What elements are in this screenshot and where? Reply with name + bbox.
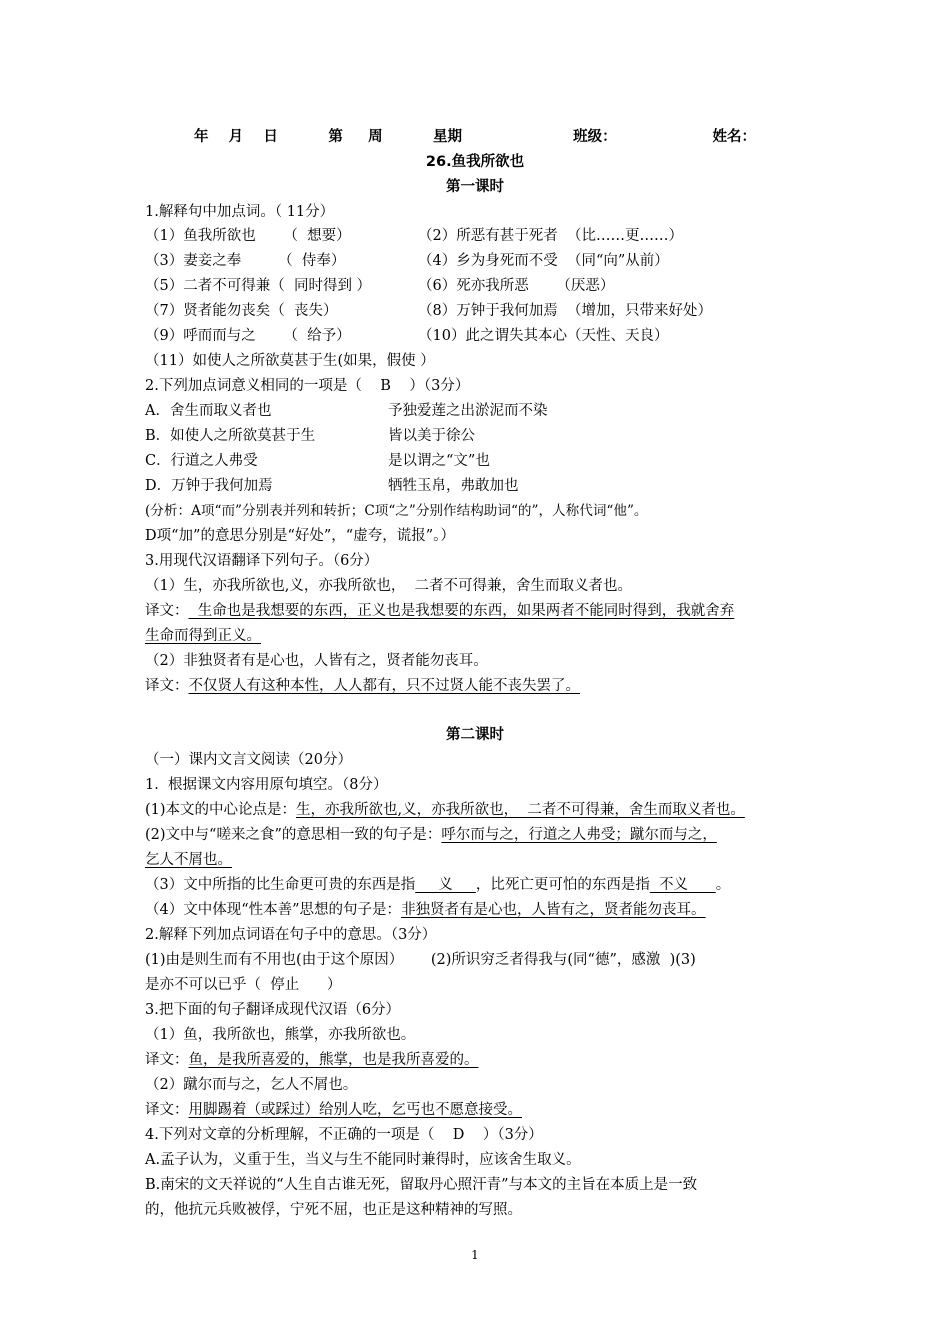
fill-answer: 义 <box>415 877 476 893</box>
l1-q3-translation <box>145 601 734 621</box>
fill-answer: 乞人不屑也。 <box>145 852 232 868</box>
l1-q2-analysis: D项“加”的意思分别是“好处”，“虚夸，谎报”。） <box>145 528 455 544</box>
fill-prompt: (1)本文的中心论点是： <box>145 802 297 818</box>
l2-q1-title: 1. 根据课文内容用原句填空。（8分） <box>145 777 388 793</box>
translation-answer: 鱼，是我所喜爱的，熊掌，也是我所喜爱的。 <box>188 1052 479 1068</box>
lesson-title: 26.鱼我所欲也 <box>425 154 525 170</box>
l2-q3-title: 3.把下面的句子翻译成现代汉语（6分） <box>145 1002 401 1018</box>
l2-q3-translation <box>145 1100 522 1120</box>
translation-answer: 生命也是我想要的东西，正义也是我想要的东西，如果两者不能同时得到，我就舍弃 <box>188 603 735 619</box>
translation-label: 译文： <box>145 1052 189 1068</box>
translation-answer: 用脚踢着（或踩过）给别人吃，乞丐也不愿意接受。 <box>188 1102 522 1118</box>
l1-q1-item: （9）呼而而与之 （ 给予） <box>145 328 351 344</box>
l2-q4-title: 4.下列对文章的分析理解，不正确的一项是（ D ）（3分） <box>145 1127 543 1143</box>
l1-q3-sentence: （1）生，亦我所欲也,义，亦我所欲也， 二者不可得兼，舍生而取义者也。 <box>145 578 633 594</box>
fill-prompt: ，比死亡更可怕的东西是指 <box>475 877 650 893</box>
lesson1-heading: 第一课时 <box>446 179 504 195</box>
l1-q1-item: （7）贤者能勿丧矣（ 丧失） <box>145 303 338 319</box>
fill-answer: 生，亦我所欲也,义，亦我所欲也， 二者不可得兼，舍生而取义者也。 <box>296 802 745 818</box>
l2-q4-option: A.孟子认为，义重于生，当义与生不能同时兼得时，应该舍生取义。 <box>145 1152 581 1168</box>
l2-q2-line: (1)由是则生而有不用也(由于这个原因） (2)所识穷乏者得我与(同“德”，感激 )(3) <box>145 952 696 968</box>
l1-q1-title: 1.解释句中加点词。（ 11分） <box>145 204 335 220</box>
l2-q3-translation <box>145 1050 479 1070</box>
l1-q3-translation <box>145 676 580 696</box>
l1-q2-analysis: (分析：A项“而”分别表并列和转折；C项“之”分别作结构助词“的”，人称代词“他”。 <box>145 503 648 519</box>
l1-q3-title: 3.用现代汉语翻译下列句子。（6分） <box>145 553 379 569</box>
l1-q2-option: A．舍生而取义者也 <box>145 403 272 419</box>
l1-q1-item: （10）此之谓失其本心（天性、天良） <box>418 328 669 344</box>
translation-answer: 生命而得到正义。 <box>145 628 261 644</box>
lesson2-heading: 第二课时 <box>446 727 504 743</box>
fill-prompt: (2)文中与“嗟来之食”的意思相一致的句子是： <box>145 827 442 843</box>
l1-q2-option-compare: 是以谓之“文”也 <box>388 453 490 469</box>
fill-prompt: （4）文中体现“性本善”思想的句子是： <box>145 902 402 918</box>
l1-q1-item: （3）妻妾之奉 （ 侍奉） <box>145 253 346 269</box>
l1-q1-item: （5）二者不可得兼（ 同时得到 ） <box>145 278 372 294</box>
l1-q2-option-compare: 牺牲玉帛，弗敢加也 <box>388 478 519 494</box>
l2-section-title: （一）课内文言文阅读（20分） <box>145 752 352 768</box>
l1-q1-item: （1）鱼我所欲也 （ 想要） <box>145 228 351 244</box>
l2-q3-sentence: （2）蹴尔而与之，乞人不屑也。 <box>145 1077 358 1093</box>
l2-q1-item <box>145 825 717 845</box>
translation-label: 译文： <box>145 603 189 619</box>
l1-q1-item: （2）所恶有甚于死者 （比……更……） <box>418 228 683 244</box>
l2-q4-option: 的，他抗元兵败被俘，宁死不屈，也正是这种精神的写照。 <box>145 1202 522 1218</box>
l1-q2-option: D．万钟于我何加焉 <box>145 478 273 494</box>
l2-q1-item <box>145 900 706 920</box>
translation-answer: 不仅贤人有这种本性，人人都有，只不过贤人能不丧失罢了。 <box>188 678 580 694</box>
translation-label: 译文： <box>145 1102 189 1118</box>
l2-q1-item <box>145 800 745 820</box>
l2-q2-line: 是亦不可以已乎（ 停止 ） <box>145 977 342 993</box>
fill-answer: 不义 <box>649 877 716 893</box>
l1-q1-item: （11）如使人之所欲莫甚于生(如果，假使 ） <box>145 353 435 369</box>
l1-q2-option: B．如使人之所欲莫甚于生 <box>145 428 316 444</box>
l2-q1-item <box>145 875 730 895</box>
l1-q2-title: 2.下列加点词意义相同的一项是（ B ）（3分） <box>145 378 470 394</box>
fill-prompt: （3）文中所指的比生命更可贵的东西是指 <box>145 877 416 893</box>
translation-label: 译文： <box>145 678 189 694</box>
l2-q4-option: B.南宋的文天祥说的“人生自古谁无死，留取丹心照汗青”与本文的主旨在本质上是一致 <box>145 1177 698 1193</box>
fill-answer: 呼尔而与之，行道之人弗受；蹴尔而与之， <box>441 827 717 843</box>
fill-prompt: 。 <box>715 877 731 893</box>
l2-q2-title: 2.解释下列加点词语在句子中的意思。（3分） <box>145 927 437 943</box>
l1-q2-option: C．行道之人弗受 <box>145 453 258 469</box>
l1-q1-item: （4）乡为身死而不受 （同“向”从前） <box>418 253 669 269</box>
date-class-name-line: 年 月 日 第 周 星期 班级： 姓名： <box>193 129 757 145</box>
l1-q2-option-compare: 予独爱莲之出淤泥而不染 <box>388 403 548 419</box>
l1-q3-sentence: （2）非独贤者有是心也，人皆有之，贤者能勿丧耳。 <box>145 653 488 669</box>
l1-q2-option-compare: 皆以美于徐公 <box>388 428 475 444</box>
l2-q3-sentence: （1）鱼，我所欲也，熊掌，亦我所欲也。 <box>145 1027 416 1043</box>
l1-q1-item: （6）死亦我所恶 （厌恶） <box>418 278 615 294</box>
fill-answer: 非独贤者有是心也，人皆有之，贤者能勿丧耳。 <box>401 902 706 918</box>
page-number: 1 <box>471 1248 479 1262</box>
l1-q1-item: （8）万钟于我何加焉 （增加，只带来好处） <box>418 303 712 319</box>
